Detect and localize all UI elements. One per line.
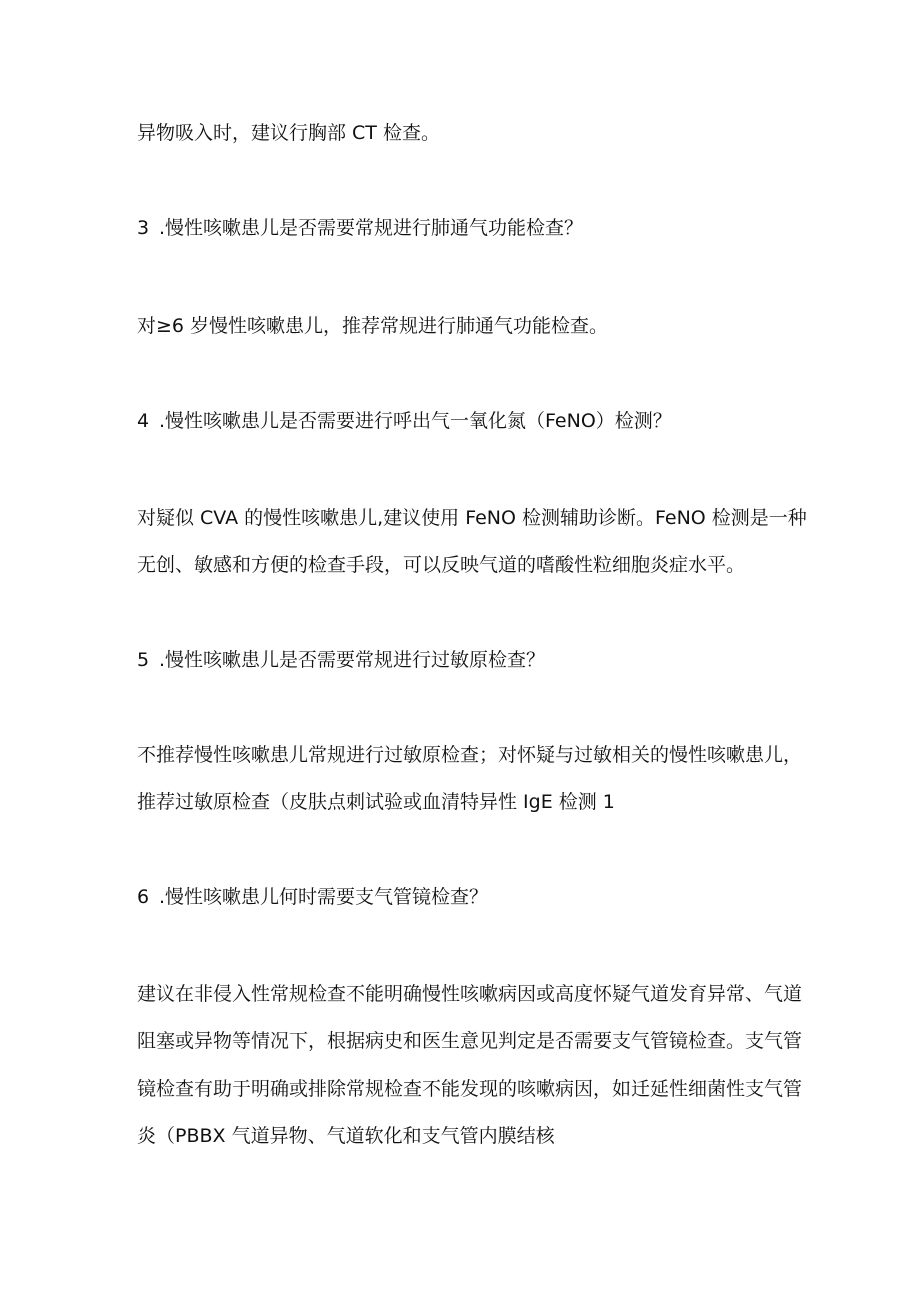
question-number: 3 <box>137 217 150 239</box>
answer-3-line: 对≥6 岁慢性咳嗽患儿，推荐常规进行肺通气功能检查。 <box>137 315 609 337</box>
paragraph-line: 异物吸入时，建议行胸部 CT 检查。 <box>137 122 440 144</box>
question-4 <box>137 408 672 434</box>
answer-6-line: 建议在非侵入性常规检查不能明确慢性咳嗽病因或高度怀疑气道发育异常、气道 <box>137 983 803 1005</box>
question-number: 6 <box>137 886 150 908</box>
answer-6-line: 镜检查有助于明确或排除常规检查不能发现的咳嗽病因，如迁延性细菌性支气管 <box>137 1078 803 1100</box>
answer-4-line: 无创、敏感和方便的检查手段，可以反映气道的嗜酸性粒细胞炎症水平。 <box>137 554 746 576</box>
answer-6-line: 炎（PBBX 气道异物、气道软化和支气管内膜结核 <box>137 1125 555 1147</box>
answer-6-line: 阻塞或异物等情况下，根据病史和医生意见判定是否需要支气管镜检查。支气管 <box>137 1030 803 1052</box>
question-3 <box>137 215 583 241</box>
answer-5-line: 不推荐慢性咳嗽患儿常规进行过敏原检查；对怀疑与过敏相关的慢性咳嗽患儿， <box>137 744 803 766</box>
answer-5-line: 推荐过敏原检查（皮肤点刺试验或血清特异性 IgE 检测 1 <box>137 791 615 813</box>
question-text: .慢性咳嗽患儿何时需要支气管镜检查？ <box>159 886 489 908</box>
question-number: 4 <box>137 410 150 432</box>
answer-4-line: 对疑似 CVA 的慢性咳嗽患儿,建议使用 FeNO 检测辅助诊断。FeNO 检测是一种 <box>137 507 807 529</box>
question-text: .慢性咳嗽患儿是否需要常规进行肺通气功能检查？ <box>159 217 584 239</box>
question-number: 5 <box>137 649 150 671</box>
question-text: .慢性咳嗽患儿是否需要进行呼出气一氧化氮（FeNO）检测？ <box>159 410 672 432</box>
question-text: .慢性咳嗽患儿是否需要常规进行过敏原检查？ <box>159 649 546 671</box>
question-5 <box>137 647 545 673</box>
question-6 <box>137 884 488 910</box>
